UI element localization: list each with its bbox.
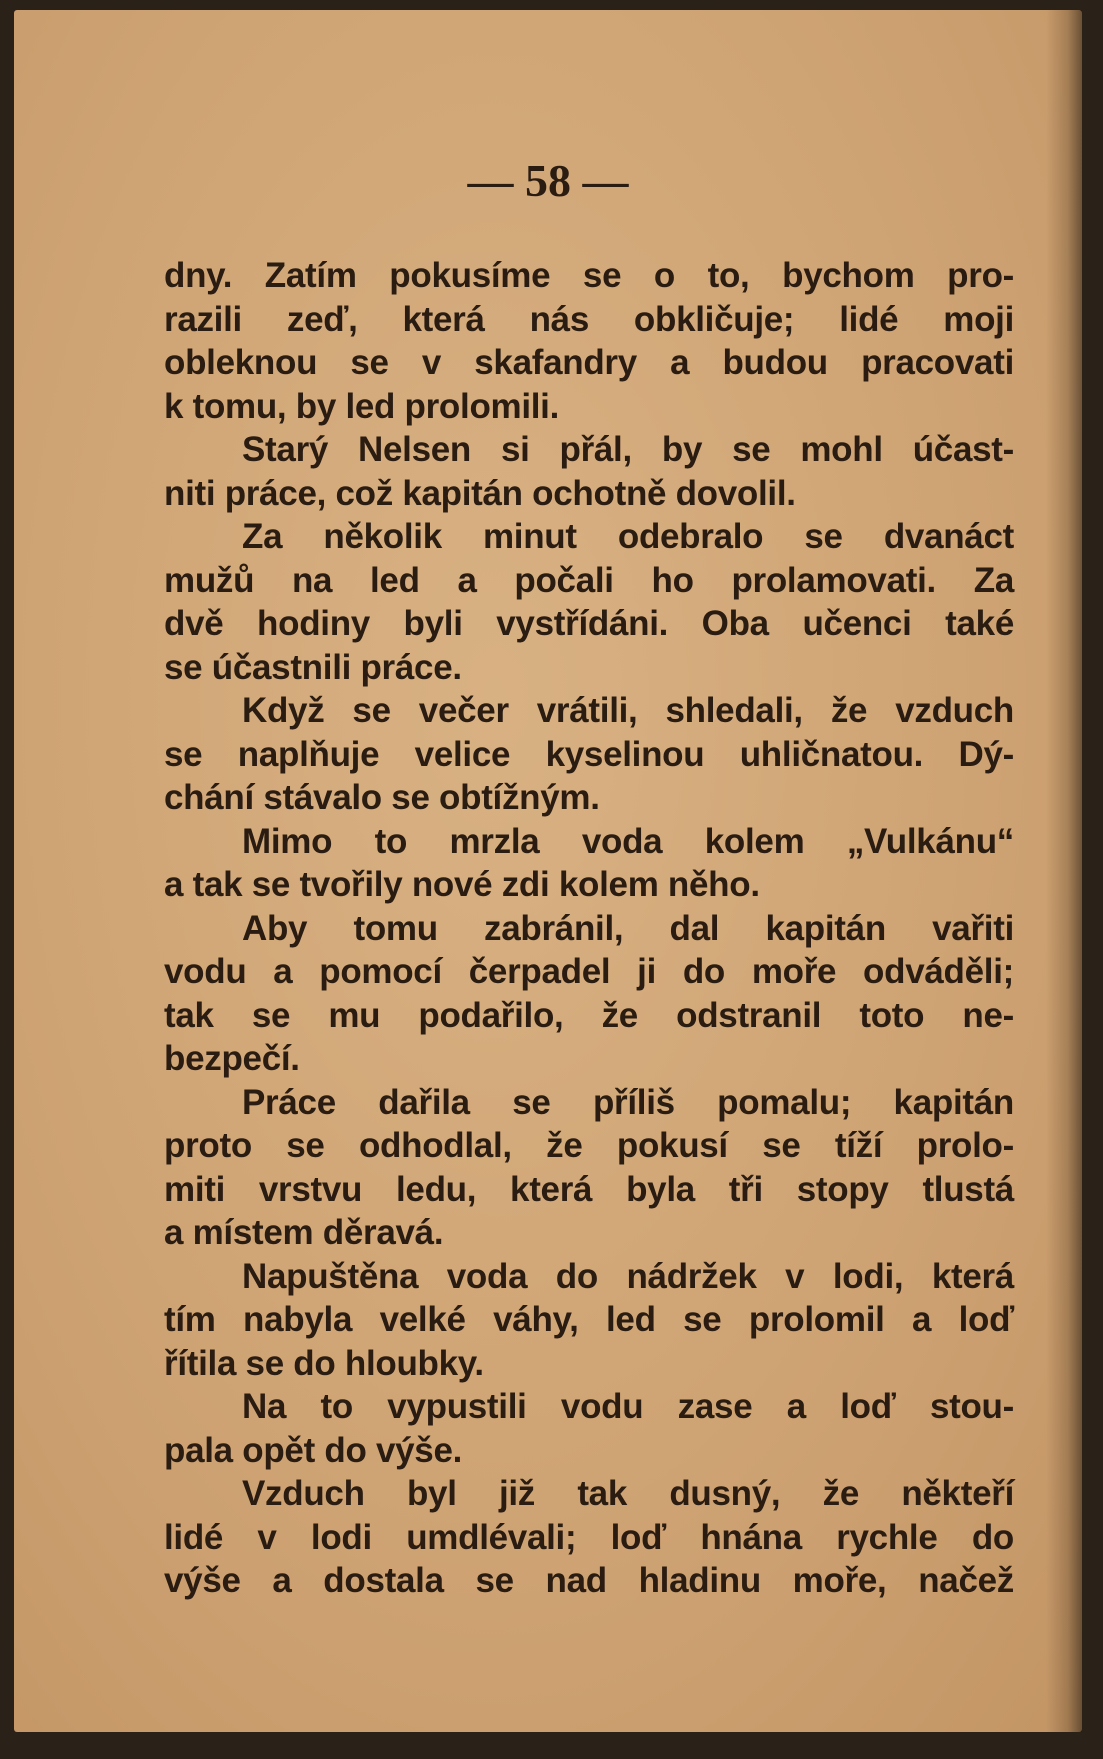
text-line: tím nabyla velké váhy, led se prolomil a loď [164,1300,1014,1339]
text-line: Mimo to mrzla voda kolem „Vulkánu“ [242,821,1014,861]
text-line: Vzduch byl již tak dusný, že někteří [242,1474,1014,1513]
page-gutter-shadow [1046,10,1082,1732]
text-line: a místem děravá. [164,1213,444,1252]
page-body-text [164,254,1014,1603]
text-line: Za několik minut odebralo se dvanáct [242,517,1014,556]
text-line: výše a dostala se nad hladinu moře, načež [164,1561,1014,1600]
text-line: lidé v lodi umdlévali; loď hnána rychle do [164,1517,1014,1557]
text-line: dny. Zatím pokusíme se o to, bychom pro- [164,256,1014,295]
text-line: chání stávalo se obtížným. [164,778,600,817]
text-line: razili zeď, která nás obkličuje; lidé moji [164,299,1014,339]
text-line: bezpečí. [164,1039,300,1078]
page-number: — 58 — [467,155,629,206]
text-line: se účastnili práce. [164,647,462,687]
text-line: Když se večer vrátili, shledali, že vzduch [242,691,1014,730]
text-line: k tomu, by led prolomili. [164,386,560,426]
text-line: vodu a pomocí čerpadel ji do moře odváděli; [164,952,1014,991]
book-page [14,10,1082,1732]
text-line: obleknou se v skafandry a budou pracovati [164,343,1014,382]
text-line: řítila se do hloubky. [164,1343,484,1383]
text-line: pala opět do výše. [164,1430,463,1470]
text-line: Starý Nelsen si přál, by se mohl účast- [242,430,1014,469]
text-line: dvě hodiny byli vystřídáni. Oba učenci také [164,604,1014,643]
text-line: niti práce, což kapitán ochotně dovolil. [164,473,796,513]
text-line: Aby tomu zabránil, dal kapitán vařiti [242,908,1014,948]
text-line: Na to vypustili vodu zase a loď stou- [242,1387,1014,1426]
text-line: Práce dařila se příliš pomalu; kapitán [242,1082,1014,1122]
text-line: se naplňuje velice kyselinou uhličnatou. Dý- [164,734,1014,774]
text-line: tak se mu podařilo, že odstranil toto ne- [164,995,1014,1035]
text-line: miti vrstvu ledu, která byla tři stopy tlustá [164,1169,1014,1209]
text-line: proto se odhodlal, že pokusí se tíží prolo- [164,1126,1014,1165]
text-line: a tak se tvořily nové zdi kolem něho. [164,865,760,904]
text-line: mužů na led a počali ho prolamovati. Za [164,560,1014,600]
text-line: Napuštěna voda do nádržek v lodi, která [242,1256,1014,1296]
